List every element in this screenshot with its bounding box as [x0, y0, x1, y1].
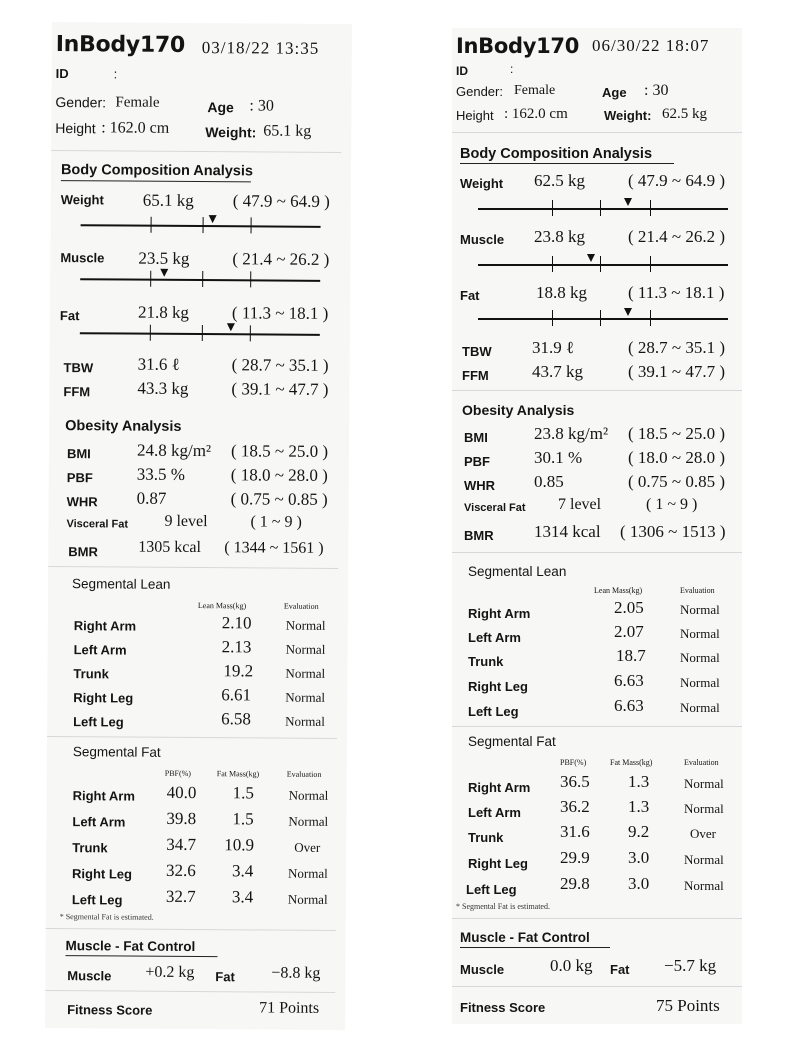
bmi-label: BMI [66, 446, 91, 462]
bca-range: ( 21.4 ~ 26.2 ) [232, 249, 330, 269]
pbf-value: 33.5 % [136, 464, 186, 484]
id-value: : [510, 62, 514, 76]
bmi-range: ( 18.5 ~ 25.0 ) [230, 441, 329, 461]
seg-lean-eval: Normal [285, 617, 326, 633]
mfc-fat-value: −8.8 kg [271, 964, 321, 982]
seg-fat-part: Right Arm [468, 780, 531, 795]
height-label: Height [456, 108, 494, 123]
seg-lean-mass: 18.7 [616, 646, 646, 665]
gender-label: Gender: [456, 84, 503, 99]
seg-lean-eval: Normal [285, 713, 325, 729]
bca-range: ( 21.4 ~ 26.2 ) [628, 227, 726, 246]
bca-value: 23.5 kg [138, 248, 190, 268]
whr-value: 0.87 [136, 488, 167, 508]
seg-fat-part: Left Leg [71, 892, 123, 908]
seg-lean-part: Left Leg [73, 714, 124, 730]
mfc-title: Muscle - Fat Control [65, 938, 196, 955]
seg-lean-header-eval: Evaluation [283, 601, 319, 611]
seg-fat-pbf: 29.9 [560, 848, 590, 867]
receipt-june [452, 28, 742, 1024]
seg-lean-mass: 6.63 [614, 696, 644, 715]
mfc-fat-value: −5.7 kg [664, 956, 717, 975]
visceral-label: Visceral Fat [66, 518, 129, 531]
fitness-label: Fitness Score [67, 1002, 153, 1018]
weight-scale [81, 224, 321, 228]
seg-fat-eval: Over [294, 839, 321, 855]
mfc-muscle-label: Muscle [460, 962, 505, 977]
ffm-range: ( 39.1 ~ 47.7 ) [231, 379, 329, 399]
seg-lean-header-eval: Evaluation [680, 586, 715, 595]
tbw-range: ( 28.7 ~ 35.1 ) [628, 338, 726, 357]
seg-lean-part: Trunk [468, 654, 504, 669]
bca-title: Body Composition Analysis [60, 162, 254, 180]
seg-fat-part: Left Arm [72, 814, 126, 830]
seg-lean-mass: 6.61 [221, 685, 252, 705]
pbf-label: PBF [464, 454, 490, 469]
whr-range: ( 0.75 ~ 0.85 ) [230, 489, 328, 509]
bmi-value: 23.8 kg/m² [534, 424, 609, 443]
test-datetime: 03/18/22 13:35 [201, 38, 320, 58]
fitness-value: 71 Points [259, 999, 320, 1017]
weight-value: 62.5 kg [662, 106, 707, 122]
bca-range: ( 47.9 ~ 64.9 ) [232, 191, 330, 211]
tbw-value: 31.6 ℓ [137, 354, 180, 374]
tbw-label: TBW [462, 344, 492, 359]
weight-marker-icon [624, 198, 632, 206]
seg-lean-part: Left Arm [468, 630, 521, 645]
seg-lean-eval: Normal [285, 689, 326, 705]
mfc-muscle-label: Muscle [67, 968, 112, 984]
seg-fat-eval: Normal [287, 891, 328, 907]
muscle-marker-icon [587, 254, 595, 262]
id-label: ID [456, 64, 468, 78]
mfc-muscle-value: +0.2 kg [145, 963, 195, 982]
bca-label: Weight [60, 192, 104, 208]
seg-fat-title: Segmental Fat [72, 744, 161, 760]
seg-fat-mass: 1.5 [232, 809, 254, 829]
seg-fat-eval: Normal [288, 813, 329, 829]
seg-fat-mass: 1.5 [232, 783, 254, 803]
brand-logo: InBody170 [55, 32, 185, 58]
bca-range: ( 11.3 ~ 18.1 ) [231, 303, 329, 323]
seg-lean-title: Segmental Lean [72, 576, 171, 592]
fat-scale [478, 318, 728, 320]
seg-lean-part: Left Leg [468, 704, 519, 719]
seg-fat-eval: Normal [684, 801, 724, 816]
id-value: : [113, 66, 118, 82]
seg-lean-eval: Normal [680, 675, 720, 690]
seg-lean-header-mass: Lean Mass(kg) [594, 586, 643, 595]
seg-lean-eval: Normal [285, 641, 326, 657]
bmi-value: 24.8 kg/m² [136, 440, 212, 461]
mfc-muscle-value: 0.0 kg [550, 956, 593, 975]
seg-fat-mass: 3.4 [231, 887, 254, 907]
seg-fat-pbf: 36.2 [560, 797, 590, 816]
test-datetime: 06/30/22 18:07 [592, 36, 710, 55]
ffm-value: 43.7 kg [532, 362, 583, 381]
fat-marker-icon [624, 308, 632, 316]
seg-fat-part: Left Arm [468, 805, 521, 820]
muscle-scale [80, 278, 320, 282]
whr-label: WHR [66, 494, 98, 510]
seg-fat-mass: 9.2 [628, 822, 650, 841]
seg-fat-pbf: 36.5 [560, 772, 590, 791]
receipt-march [45, 22, 352, 1030]
obesity-title: Obesity Analysis [462, 402, 575, 418]
visceral-range: ( 1 ~ 9 ) [250, 513, 302, 531]
seg-fat-mass: 3.0 [628, 874, 650, 893]
id-label: ID [55, 66, 69, 82]
bca-label: Weight [460, 176, 504, 191]
seg-fat-pbf: 32.7 [165, 886, 196, 907]
seg-fat-header-eval: Evaluation [286, 769, 322, 779]
seg-lean-eval: Normal [285, 665, 326, 681]
seg-fat-eval: Normal [684, 776, 724, 791]
gender-label: Gender: [55, 94, 107, 111]
seg-lean-eval: Normal [680, 602, 720, 617]
seg-lean-eval: Normal [680, 700, 720, 715]
seg-lean-mass: 2.10 [221, 613, 252, 633]
seg-lean-part: Left Arm [73, 642, 127, 658]
seg-fat-note: * Segmental Fat is estimated. [59, 912, 154, 922]
pbf-range: ( 18.0 ~ 28.0 ) [230, 465, 328, 485]
age-value: : 30 [249, 97, 274, 115]
bca-value: 21.8 kg [137, 302, 190, 322]
bmr-value: 1305 kcal [138, 538, 202, 557]
bmr-range: ( 1344 ~ 1561 ) [224, 539, 324, 557]
seg-fat-header-mass: Fat Mass(kg) [216, 769, 260, 779]
seg-fat-eval: Normal [288, 787, 329, 803]
seg-fat-part: Left Leg [466, 882, 517, 897]
seg-fat-part: Trunk [72, 840, 108, 856]
bca-label: Muscle [460, 232, 505, 247]
whr-range: ( 0.75 ~ 0.85 ) [628, 472, 726, 491]
seg-lean-part: Right Leg [468, 679, 528, 694]
seg-lean-part: Trunk [73, 666, 109, 682]
bmi-label: BMI [464, 430, 488, 445]
seg-fat-pbf: 31.6 [560, 822, 590, 841]
seg-lean-mass: 2.05 [614, 598, 644, 617]
bca-value: 18.8 kg [536, 283, 587, 302]
obesity-title: Obesity Analysis [65, 418, 182, 435]
bca-value: 65.1 kg [142, 190, 194, 210]
tbw-range: ( 28.7 ~ 35.1 ) [231, 355, 329, 375]
weight-marker-icon [209, 215, 217, 223]
brand-logo: InBody170 [456, 34, 580, 58]
height-value: : 162.0 cm [101, 119, 170, 137]
seg-fat-part: Right Leg [72, 866, 133, 882]
seg-fat-part: Right Leg [468, 856, 528, 871]
gender-value: Female [514, 83, 556, 98]
seg-lean-part: Right Leg [73, 690, 134, 706]
age-label: Age [207, 99, 234, 116]
ffm-label: FFM [462, 368, 489, 383]
seg-fat-pbf: 32.6 [166, 860, 196, 881]
weight-scale [478, 208, 728, 210]
seg-lean-mass: 6.58 [221, 709, 251, 729]
pbf-range: ( 18.0 ~ 28.0 ) [628, 448, 726, 467]
seg-lean-mass: 2.07 [614, 622, 644, 641]
bca-value: 62.5 kg [534, 171, 585, 190]
ffm-value: 43.3 kg [137, 378, 189, 398]
height-value: : 162.0 cm [504, 106, 568, 122]
seg-fat-part: Trunk [468, 830, 504, 845]
seg-lean-mass: 19.2 [223, 661, 254, 681]
seg-fat-mass: 10.9 [224, 835, 255, 855]
seg-fat-header-eval: Evaluation [684, 758, 719, 767]
weight-label: Weight: [205, 124, 257, 141]
seg-fat-eval: Normal [684, 878, 724, 893]
seg-fat-header-mass: Fat Mass(kg) [610, 758, 653, 767]
seg-lean-title: Segmental Lean [468, 564, 567, 579]
bmr-label: BMR [68, 544, 98, 560]
muscle-marker-icon [160, 269, 168, 277]
visceral-value: 7 level [558, 496, 602, 513]
seg-fat-pbf: 39.8 [166, 808, 197, 829]
pbf-label: PBF [66, 470, 93, 486]
bca-value: 23.8 kg [534, 227, 585, 246]
ffm-range: ( 39.1 ~ 47.7 ) [628, 362, 726, 381]
height-label: Height [55, 120, 96, 137]
fitness-label: Fitness Score [460, 1000, 546, 1015]
whr-label: WHR [464, 478, 496, 493]
bca-label: Fat [59, 308, 80, 324]
seg-fat-eval: Normal [684, 852, 724, 867]
weight-label: Weight: [604, 108, 652, 123]
bmr-label: BMR [464, 528, 494, 543]
pbf-value: 30.1 % [534, 448, 583, 467]
mfc-title: Muscle - Fat Control [460, 930, 590, 945]
bca-range: ( 11.3 ~ 18.1 ) [628, 283, 725, 302]
bca-range: ( 47.9 ~ 64.9 ) [628, 171, 726, 190]
bmi-range: ( 18.5 ~ 25.0 ) [628, 424, 726, 443]
visceral-range: ( 1 ~ 9 ) [646, 496, 698, 513]
seg-fat-note: * Segmental Fat is estimated. [456, 902, 550, 911]
visceral-value: 9 level [164, 512, 208, 531]
seg-fat-title: Segmental Fat [468, 734, 556, 749]
seg-fat-header-pbf: PBF(%) [560, 758, 587, 767]
seg-lean-mass: 2.13 [221, 637, 252, 657]
seg-fat-mass: 3.0 [628, 848, 650, 867]
gender-value: Female [115, 94, 160, 111]
seg-lean-eval: Normal [680, 650, 720, 665]
fat-marker-icon [227, 323, 235, 331]
seg-fat-mass: 3.4 [232, 861, 254, 881]
age-label: Age [602, 85, 627, 100]
seg-fat-mass: 1.3 [628, 797, 650, 816]
seg-lean-header-mass: Lean Mass(kg) [197, 601, 247, 611]
seg-lean-mass: 6.63 [614, 671, 644, 690]
seg-fat-pbf: 29.8 [560, 874, 590, 893]
fitness-value: 75 Points [656, 996, 720, 1015]
bca-title: Body Composition Analysis [460, 146, 653, 162]
seg-lean-eval: Normal [680, 626, 720, 641]
seg-fat-part: Right Arm [72, 788, 136, 804]
age-value: : 30 [644, 82, 669, 99]
muscle-scale [478, 264, 728, 266]
fat-scale [80, 332, 320, 336]
tbw-label: TBW [63, 360, 94, 376]
seg-fat-eval: Normal [288, 865, 328, 881]
bca-label: Fat [460, 288, 480, 303]
seg-fat-pbf: 34.7 [166, 834, 197, 855]
bca-label: Muscle [60, 250, 105, 266]
visceral-label: Visceral Fat [464, 502, 526, 514]
tbw-value: 31.9 ℓ [532, 338, 575, 357]
seg-fat-eval: Over [690, 826, 716, 841]
weight-value: 65.1 kg [263, 122, 312, 140]
seg-lean-part: Right Arm [73, 618, 137, 634]
bmr-value: 1314 kcal [534, 522, 601, 541]
bmr-range: ( 1306 ~ 1513 ) [620, 522, 726, 541]
whr-value: 0.85 [534, 472, 564, 491]
seg-fat-mass: 1.3 [628, 772, 650, 791]
mfc-fat-label: Fat [610, 962, 630, 977]
seg-fat-header-pbf: PBF(%) [164, 768, 192, 778]
seg-lean-part: Right Arm [468, 606, 531, 621]
ffm-label: FFM [63, 384, 91, 400]
mfc-fat-label: Fat [215, 969, 235, 985]
seg-fat-pbf: 40.0 [166, 782, 197, 803]
